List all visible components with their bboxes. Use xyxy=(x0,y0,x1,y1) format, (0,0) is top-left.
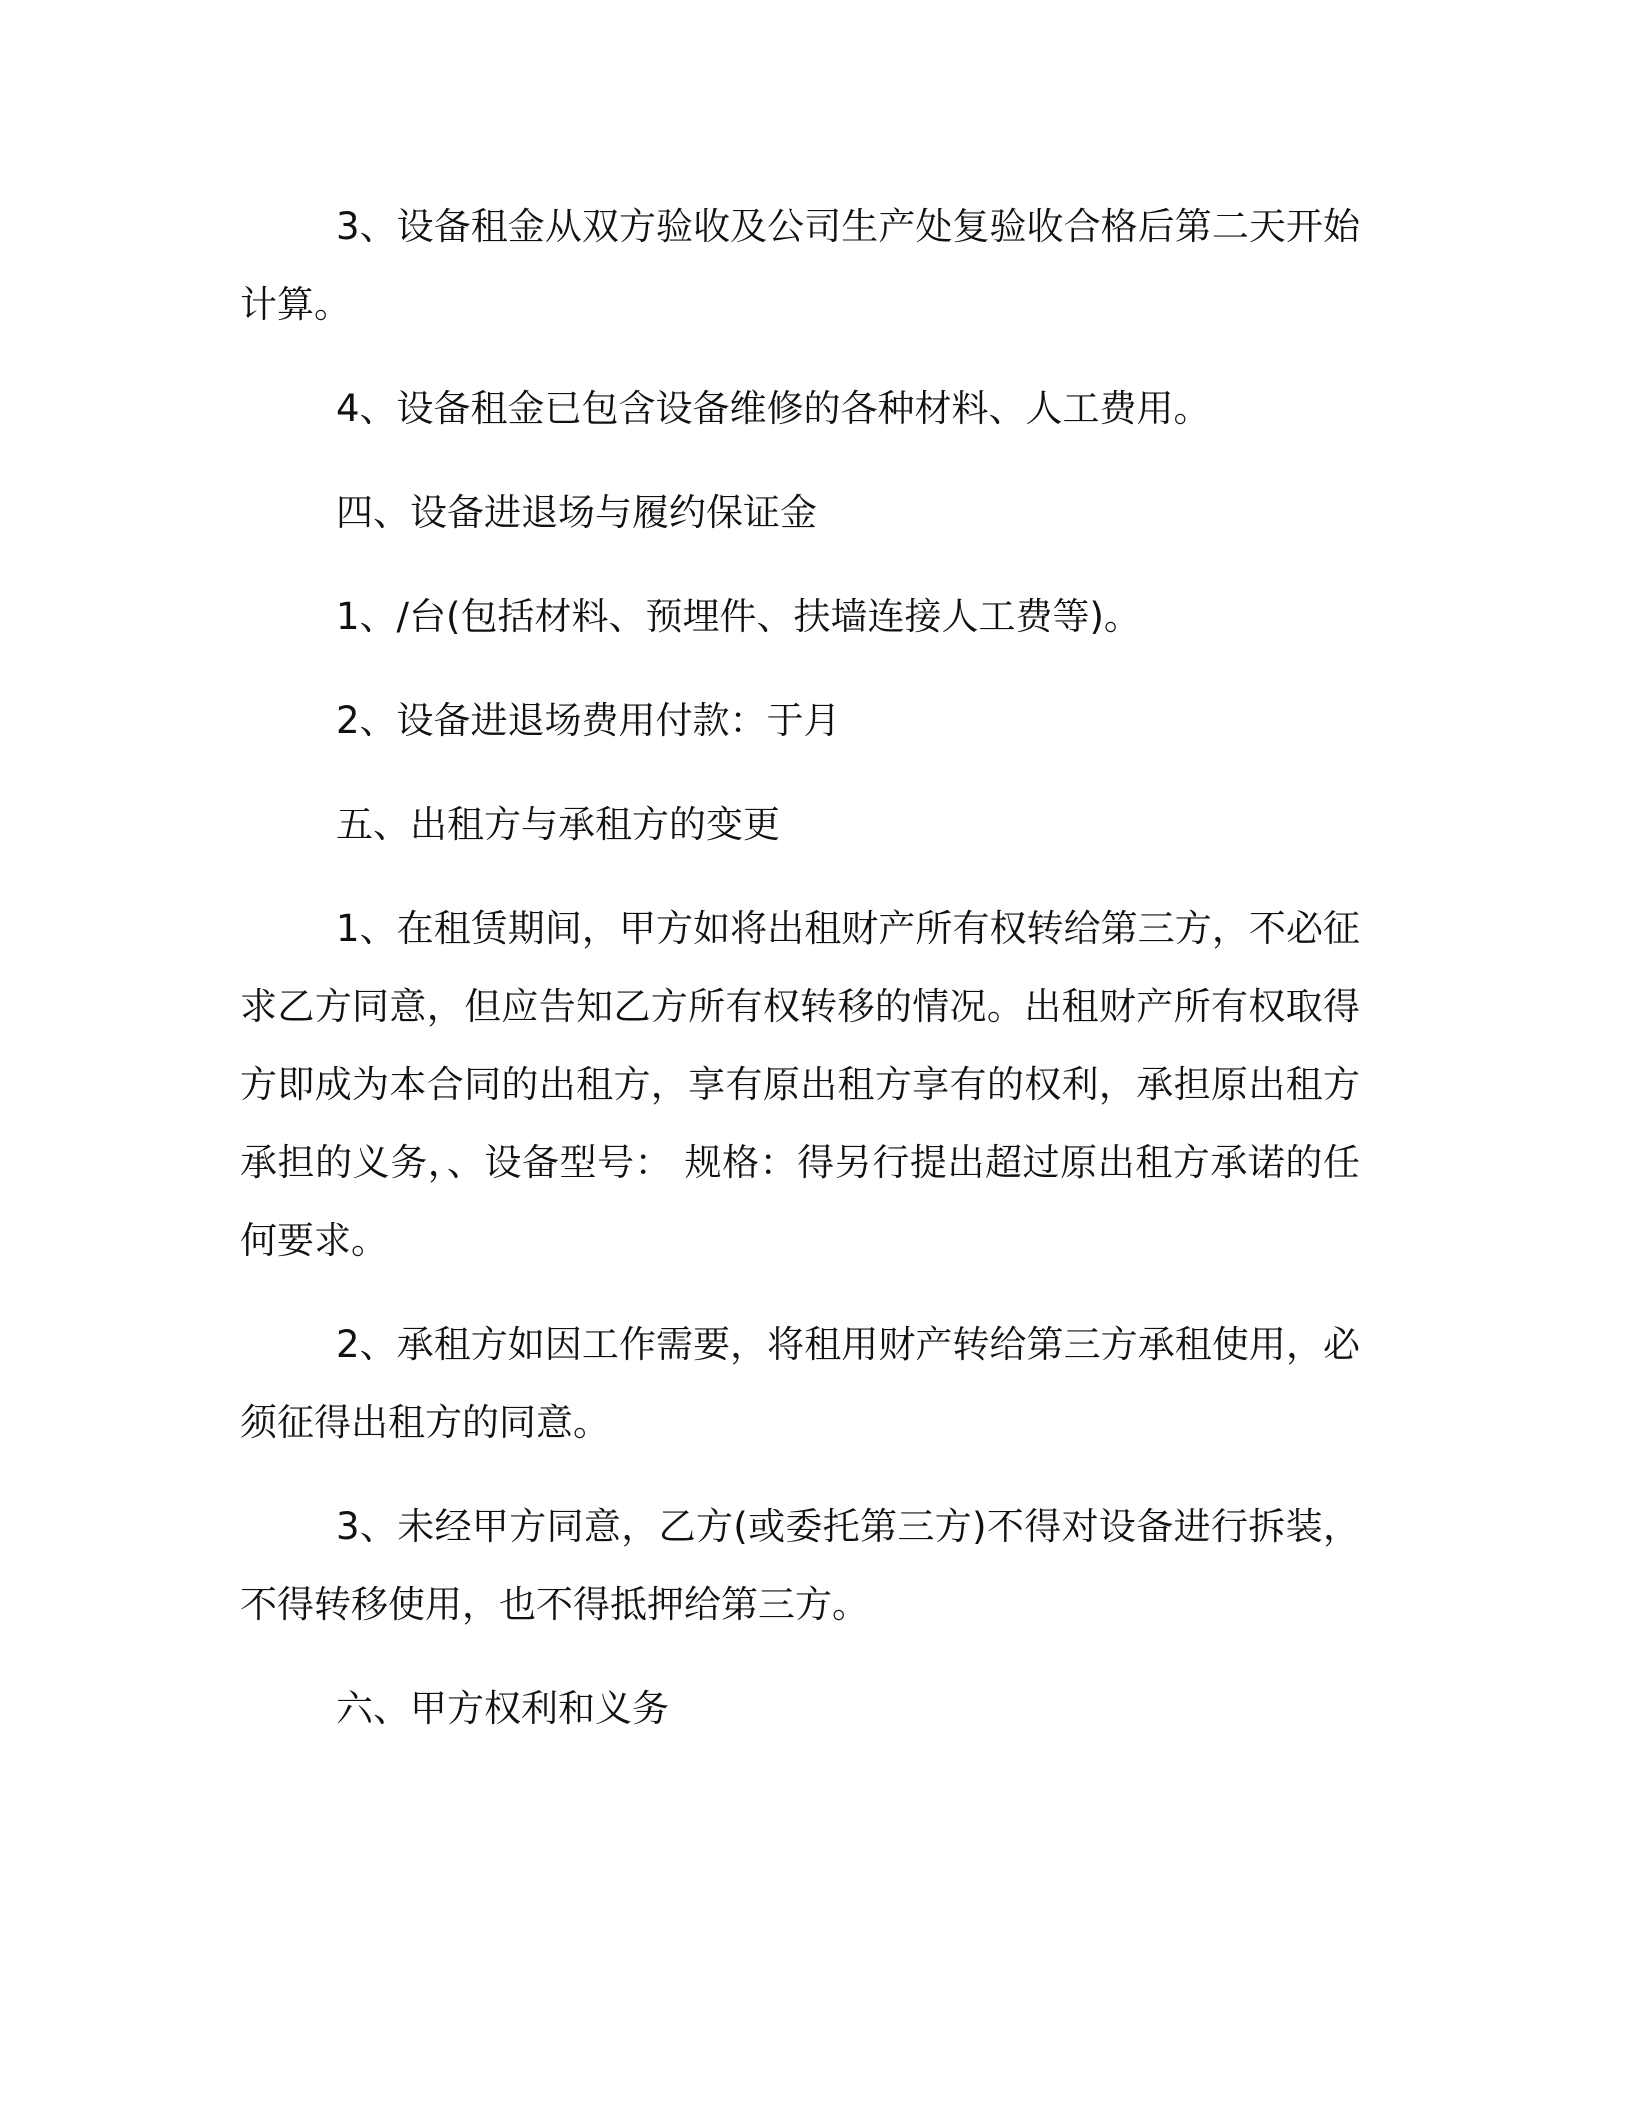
section5-clause-2: 2、承租方如因工作需要，将租用财产转给第三方承租使用，必须征得出租方的同意。 xyxy=(240,1323,1360,1444)
document-body xyxy=(240,188,1360,1774)
section5-clause-1: 1、在租赁期间，甲方如将出租财产所有权转给第三方，不必征求乙方同意，但应告知乙方所有权转移的情况。出租财产所有权取得方即成为本合同的出租方，享有原出租方享有的权利，承担原出租方承担的义务，、设备型号： 规格：得另行提出超过原出租方承诺的任何要求。 xyxy=(240,907,1360,1262)
section4-clause-2: 2、设备进退场费用付款：于月 xyxy=(336,699,841,742)
section-heading-5: 五、出租方与承租方的变更 xyxy=(336,803,780,846)
section4-clause-1: 1、/台(包括材料、预埋件、扶墙连接人工费等)。 xyxy=(336,595,1141,638)
clause-3-rent-start: 3、设备租金从双方验收及公司生产处复验收合格后第二天开始计算。 xyxy=(240,205,1360,326)
section5-clause-3: 3、未经甲方同意，乙方(或委托第三方)不得对设备进行拆装，不得转移使用，也不得抵押给第三方。 xyxy=(240,1505,1360,1626)
section-heading-6: 六、甲方权利和义务 xyxy=(336,1687,669,1730)
clause-4-rent-includes: 4、设备租金已包含设备维修的各种材料、人工费用。 xyxy=(336,387,1211,430)
section-heading-4: 四、设备进退场与履约保证金 xyxy=(336,491,817,534)
